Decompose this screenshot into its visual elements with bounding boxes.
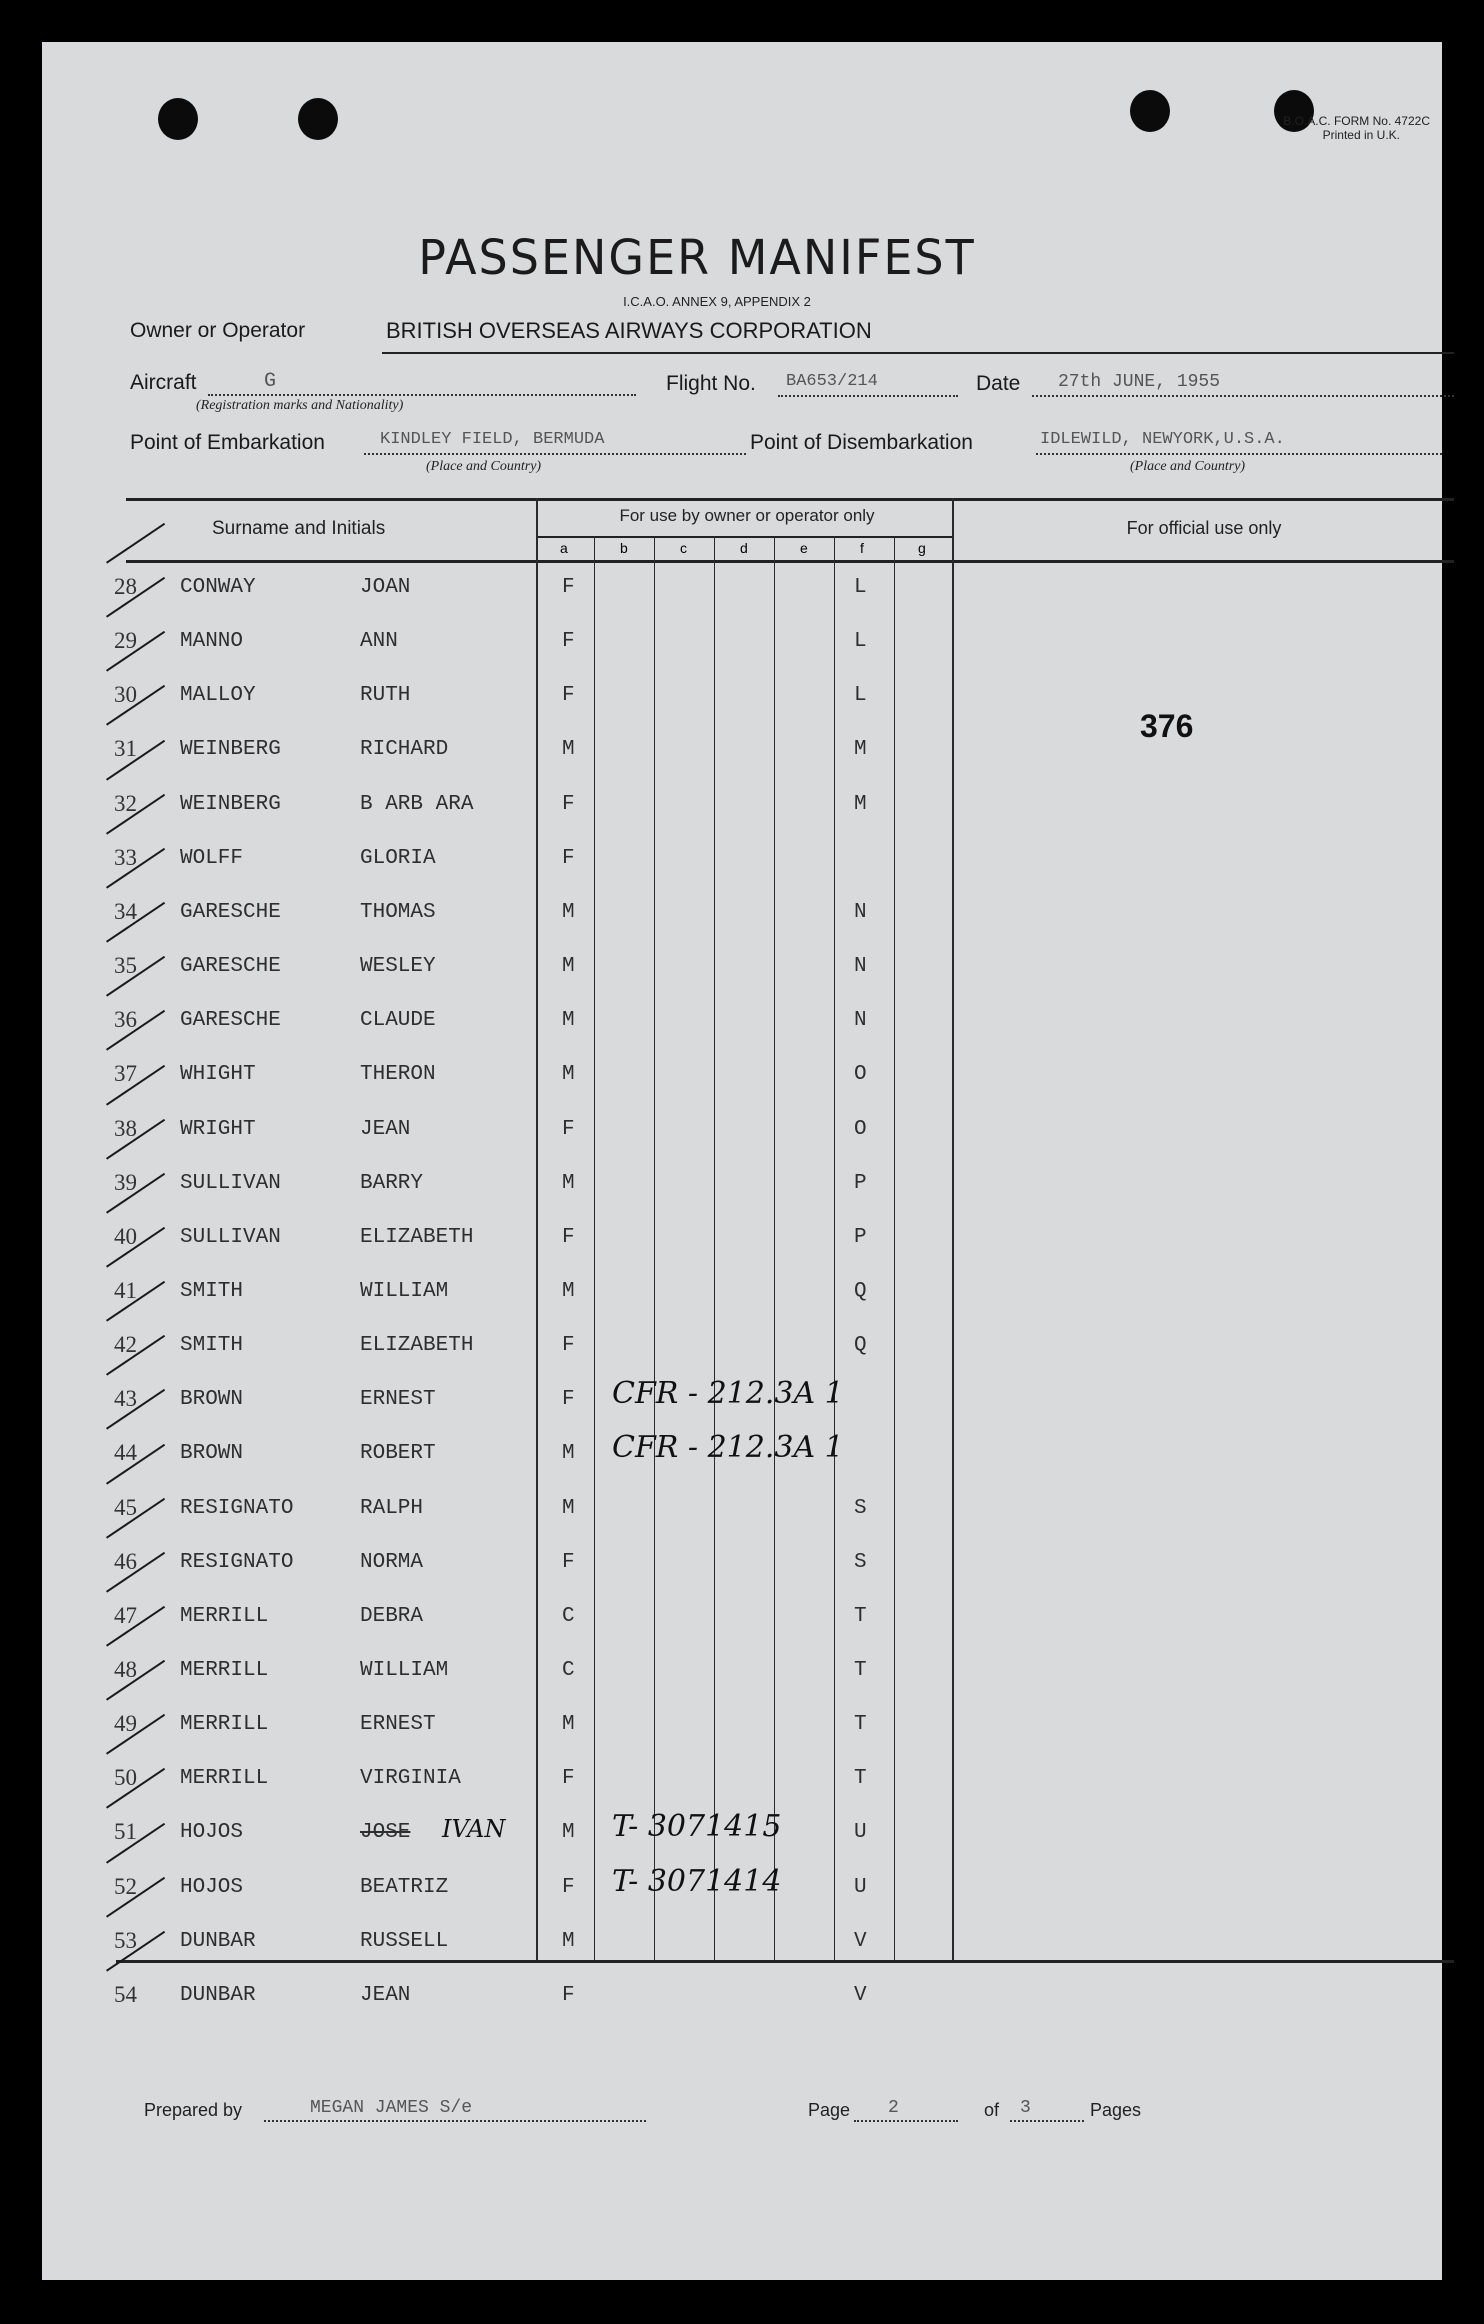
col-a-cell: M (562, 1821, 575, 1845)
date-value: 27th JUNE, 1955 (1058, 372, 1221, 392)
table-row (42, 570, 1442, 610)
given-name-cell: WESLEY (360, 955, 436, 979)
surname-cell: WHIGHT (180, 1063, 256, 1087)
col-f-cell: M (854, 792, 867, 816)
owner-value: BRITISH OVERSEAS AIRWAYS CORPORATION (386, 318, 872, 343)
given-name-cell: THOMAS (360, 900, 436, 924)
aircraft-hint: (Registration marks and Nationality) (196, 398, 404, 413)
given-name-cell: GLORIA (360, 846, 436, 870)
surname-cell: DUNBAR (180, 1929, 256, 1953)
given-name-cell: ROBERT (360, 1442, 436, 1466)
surname-cell: WEINBERG (180, 738, 281, 762)
col-f-cell: L (854, 684, 867, 708)
flight-label: Flight No. (666, 372, 756, 395)
table-row (42, 1761, 1442, 1801)
col-f-cell: U (854, 1875, 867, 1899)
table-row (42, 1924, 1442, 1964)
table-row (42, 1328, 1442, 1368)
aircraft-label: Aircraft (130, 371, 197, 394)
col-c-header: c (680, 540, 687, 556)
col-f-cell: N (854, 1009, 867, 1033)
col-a-cell: F (562, 792, 575, 816)
table-row (42, 1166, 1442, 1206)
surname-cell: GARESCHE (180, 955, 281, 979)
given-name-cell: DEBRA (360, 1604, 424, 1628)
col-a-cell: M (562, 738, 575, 762)
col-a-cell: F (562, 1388, 575, 1412)
col-a-cell: M (562, 1171, 575, 1195)
row-number: 32 (114, 790, 137, 816)
col-f-cell: L (854, 630, 867, 654)
aircraft-value: G (264, 370, 277, 393)
official-number: 376 (1140, 708, 1194, 744)
given-name-cell: JOAN (360, 576, 411, 599)
prepared-label: Prepared by (144, 2100, 243, 2120)
row-number: 40 (114, 1223, 137, 1249)
col-f-cell: N (854, 900, 867, 924)
row-number: 53 (114, 1927, 137, 1953)
col-f-cell: M (854, 738, 867, 762)
row-number: 49 (114, 1711, 137, 1737)
col-a-cell: F (562, 1334, 575, 1358)
table-row (42, 1599, 1442, 1639)
surname-cell: WEINBERG (180, 792, 281, 816)
surname-cell: MALLOY (180, 684, 256, 708)
surname-cell: SULLIVAN (180, 1225, 281, 1249)
row-number: 36 (114, 1007, 137, 1033)
given-name-cell: RICHARD (360, 738, 449, 762)
col-e-header: e (800, 540, 808, 556)
surname-cell: GARESCHE (180, 1009, 281, 1033)
table-row (42, 787, 1442, 827)
given-name-cell: ELIZABETH (360, 1334, 474, 1358)
col-a-cell: F (562, 1767, 575, 1791)
row-number: 44 (114, 1440, 137, 1466)
table-row (42, 1274, 1442, 1314)
given-name-cell: BEATRIZ (360, 1875, 449, 1899)
row-number: 34 (114, 898, 137, 924)
punch-hole (158, 98, 198, 140)
given-name-cell: JOSE (360, 1821, 411, 1845)
of-label: of (984, 2100, 1000, 2120)
col-d-header: d (740, 540, 748, 556)
page-title: PASSENGER MANIFEST (418, 228, 976, 286)
col-f-cell: L (854, 576, 867, 599)
surname-cell: MERRILL (180, 1659, 269, 1682)
table-row (42, 1376, 1442, 1422)
given-name-cell: WILLIAM (360, 1279, 449, 1303)
operator-header: For use by owner or operator only (619, 506, 875, 525)
disembark-hint: (Place and Country) (1130, 459, 1246, 474)
surname-cell: HOJOS (180, 1821, 244, 1845)
table-row (42, 949, 1442, 989)
col-f-cell: S (854, 1550, 867, 1574)
surname-cell: RESIGNATO (180, 1496, 294, 1520)
table-row (42, 732, 1442, 772)
embark-value: KINDLEY FIELD, BERMUDA (380, 430, 605, 449)
col-a-cell: C (562, 1604, 575, 1628)
row-number: 51 (114, 1819, 137, 1845)
col-a-cell: M (562, 1442, 575, 1466)
col-a-cell: F (562, 846, 575, 870)
col-f-cell: T (854, 1713, 867, 1737)
row-number: 38 (114, 1115, 137, 1141)
handwritten-code: CFR - 212.3A 1 (612, 1430, 844, 1466)
surname-cell: MERRILL (180, 1604, 269, 1628)
col-b-header: b (620, 540, 628, 556)
table-row (42, 1545, 1442, 1585)
surname-cell: SMITH (180, 1334, 244, 1358)
surname-cell: BROWN (180, 1388, 244, 1412)
given-name-cell: RUTH (360, 684, 411, 708)
surname-cell: WOLFF (180, 846, 244, 870)
col-f-cell: Q (854, 1334, 867, 1358)
col-a-cell: F (562, 1875, 575, 1899)
embark-hint: (Place and Country) (426, 459, 542, 474)
pages-label: Pages (1090, 2100, 1142, 2120)
col-g-header: g (918, 540, 926, 556)
col-f-header: f (860, 540, 864, 556)
given-name-cell: VIRGINIA (360, 1767, 461, 1791)
row-number: 42 (114, 1332, 137, 1358)
table-row (42, 841, 1442, 881)
table-row (42, 1220, 1442, 1260)
col-f-cell: V (854, 1983, 867, 2007)
table-row (42, 678, 1442, 718)
given-name-cell: THERON (360, 1063, 436, 1087)
given-name-cell: NORMA (360, 1550, 424, 1574)
col-a-cell: M (562, 1279, 575, 1303)
row-number: 29 (114, 628, 137, 654)
surname-cell: SULLIVAN (180, 1171, 281, 1195)
surname-cell: MERRILL (180, 1767, 269, 1791)
col-f-cell: U (854, 1821, 867, 1845)
given-name-cell: B ARB ARA (360, 792, 474, 816)
row-number: 37 (114, 1061, 137, 1087)
date-label: Date (976, 372, 1021, 395)
given-name-cell: JEAN (360, 1117, 411, 1141)
sub-column-headers (536, 538, 954, 560)
strike-mark (106, 523, 165, 564)
given-name-cell: BARRY (360, 1171, 424, 1195)
punch-hole (1130, 90, 1170, 132)
table-row (42, 1707, 1442, 1747)
col-a-cell: F (562, 1117, 575, 1141)
col-a-cell: F (562, 1983, 575, 2007)
col-f-cell: T (854, 1604, 867, 1628)
row-number: 31 (114, 736, 137, 762)
col-a-cell: M (562, 1713, 575, 1737)
surname-cell: WRIGHT (180, 1117, 256, 1141)
surname-cell: CONWAY (180, 576, 256, 599)
row-number: 50 (114, 1765, 137, 1791)
row-number: 28 (114, 574, 137, 599)
surname-cell: BROWN (180, 1442, 244, 1466)
col-f-cell: N (854, 955, 867, 979)
given-name-cell: CLAUDE (360, 1009, 436, 1033)
table-row (42, 1491, 1442, 1531)
handwritten-code: T- 3071414 (612, 1863, 782, 1899)
page-subtitle: I.C.A.O. ANNEX 9, APPENDIX 2 (623, 294, 811, 309)
given-name-cell: ANN (360, 630, 398, 654)
row-number: 33 (114, 844, 137, 870)
col-a-cell: F (562, 576, 575, 599)
col-f-cell: O (854, 1117, 867, 1141)
prepared-value: MEGAN JAMES S/e (310, 2098, 473, 2118)
col-f-cell: P (854, 1225, 867, 1249)
table-row (42, 1430, 1442, 1476)
col-f-cell: O (854, 1063, 867, 1087)
surname-cell: MANNO (180, 630, 244, 654)
of-value: 3 (1020, 2098, 1031, 2118)
page-label: Page (808, 2100, 851, 2120)
row-number: 54 (114, 1981, 137, 2007)
handwritten-given-name: IVAN (442, 1815, 506, 1844)
table-row (42, 1978, 1442, 2018)
surname-cell: RESIGNATO (180, 1550, 294, 1574)
surname-cell: GARESCHE (180, 900, 281, 924)
col-f-cell: V (854, 1929, 867, 1953)
col-a-cell: C (562, 1659, 575, 1682)
table-row (42, 1112, 1442, 1152)
printed-note: Printed in U.K. (1322, 128, 1400, 142)
col-a-cell: M (562, 1063, 575, 1087)
col-a-cell: F (562, 1225, 575, 1249)
col-f-cell: P (854, 1171, 867, 1195)
given-name-cell: ERNEST (360, 1713, 436, 1737)
col-f-cell: Q (854, 1279, 867, 1303)
col-a-cell: F (562, 630, 575, 654)
row-number: 48 (114, 1657, 137, 1682)
row-number: 52 (114, 1873, 137, 1899)
manifest-sheet (42, 42, 1442, 2280)
row-number: 30 (114, 682, 137, 708)
table-row (42, 1003, 1442, 1043)
embark-label: Point of Embarkation (130, 431, 325, 454)
col-a-cell: M (562, 900, 575, 924)
row-number: 39 (114, 1169, 137, 1195)
handwritten-code: T- 3071415 (612, 1809, 782, 1845)
col-a-header: a (560, 540, 568, 556)
col-a-cell: F (562, 1550, 575, 1574)
handwritten-code: CFR - 212.3A 1 (612, 1376, 844, 1412)
form-number: B.O.A.C. FORM No. 4722C (1283, 114, 1430, 128)
col-a-cell: M (562, 1929, 575, 1953)
row-number: 47 (114, 1602, 137, 1628)
given-name-cell: RALPH (360, 1496, 424, 1520)
col-a-cell: F (562, 684, 575, 708)
row-number: 43 (114, 1386, 137, 1412)
surname-header: Surname and Initials (212, 518, 386, 539)
row-number: 45 (114, 1494, 137, 1520)
col-f-cell: S (854, 1496, 867, 1520)
table-row (42, 1809, 1442, 1855)
table-row (42, 1863, 1442, 1910)
given-name-cell: JEAN (360, 1983, 411, 2007)
page-value: 2 (888, 2098, 899, 2118)
row-number: 35 (114, 953, 137, 979)
col-f-cell: T (854, 1659, 867, 1682)
col-a-cell: M (562, 955, 575, 979)
given-name-cell: WILLIAM (360, 1659, 449, 1682)
table-row (42, 1653, 1442, 1693)
disembark-label: Point of Disembarkation (750, 431, 973, 454)
col-a-cell: M (562, 1009, 575, 1033)
owner-label: Owner or Operator (130, 319, 306, 342)
col-f-cell: T (854, 1767, 867, 1791)
surname-cell: SMITH (180, 1279, 244, 1303)
table-row (42, 1057, 1442, 1097)
surname-cell: MERRILL (180, 1713, 269, 1737)
flight-value: BA653/214 (786, 372, 878, 391)
given-name-cell: ELIZABETH (360, 1225, 474, 1249)
given-name-cell: ERNEST (360, 1388, 436, 1412)
col-a-cell: M (562, 1496, 575, 1520)
punch-hole (298, 98, 338, 140)
table-row (42, 895, 1442, 935)
surname-cell: DUNBAR (180, 1983, 256, 2007)
surname-cell: HOJOS (180, 1875, 244, 1899)
given-name-cell: RUSSELL (360, 1929, 449, 1953)
row-number: 46 (114, 1548, 137, 1574)
official-header: For official use only (1126, 518, 1282, 538)
row-number: 41 (114, 1277, 137, 1303)
disembark-value: IDLEWILD, NEWYORK,U.S.A. (1040, 430, 1285, 449)
table-row (42, 624, 1442, 664)
